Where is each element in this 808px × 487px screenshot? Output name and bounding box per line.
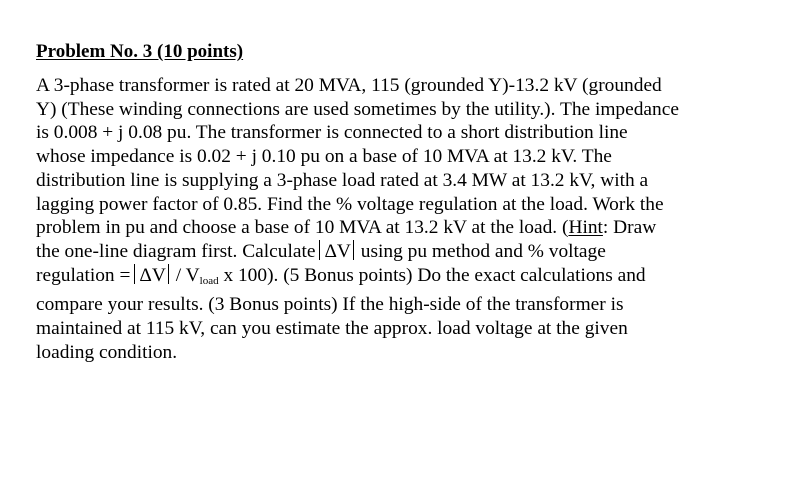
text-line-11: maintained at 115 kV, can you estimate the approx. load voltage at the given <box>36 318 628 340</box>
abs-bar-left <box>319 240 320 260</box>
line7-part-a: problem in pu and choose a base of 10 MVA at 13.2 kV at the load. ( <box>36 217 569 239</box>
text-line-1: A 3-phase transformer is rated at 20 MVA, 115 (grounded Y)-13.2 kV (grounded <box>36 75 662 96</box>
abs-bar-right-2 <box>168 264 169 284</box>
text-line-10: compare your results. (3 Bonus points) If the high-side of the transformer is <box>36 294 624 316</box>
text-line-6: lagging power factor of 0.85. Find the % voltage regulation at the load. Work the <box>36 193 664 215</box>
hint-label: Hint <box>568 217 603 239</box>
problem-text <box>36 74 776 364</box>
line7-part-b: : Draw <box>602 217 657 239</box>
line9-part-c: x 100). (5 Bonus points) Do the exact calculations and <box>218 264 646 286</box>
abs-bar-right <box>353 240 354 260</box>
line8-part-a: the one-line diagram first. Calculate <box>36 240 316 262</box>
v-load-subscript: load <box>199 274 219 287</box>
text-line-3: is 0.008 + j 0.08 pu. The transformer is connected to a short distribution line <box>36 122 628 144</box>
text-line-12: loading condition. <box>36 341 178 363</box>
line8-part-b: using pu method and % voltage <box>355 240 606 262</box>
line9-part-b: / V <box>170 264 200 286</box>
document-body <box>36 40 776 364</box>
abs-bar-left-2 <box>134 264 135 284</box>
text-line-8 <box>36 240 776 264</box>
line9-part-a: regulation = <box>36 264 131 286</box>
text-line-7 <box>36 216 776 240</box>
delta-v-symbol-2: ΔV <box>139 264 166 286</box>
text-line-2: Y) (These winding connections are used sometimes by the utility.). The impedance <box>36 98 679 120</box>
delta-v-symbol: ΔV <box>324 240 351 262</box>
text-line-9 <box>36 264 776 294</box>
text-line-5: distribution line is supplying a 3-phase load rated at 3.4 MW at 13.2 kV, with a <box>36 169 649 191</box>
problem-title: Problem No. 3 (10 points) <box>36 41 244 62</box>
text-line-4: whose impedance is 0.02 + j 0.10 pu on a base of 10 MVA at 13.2 kV. The <box>36 146 612 168</box>
